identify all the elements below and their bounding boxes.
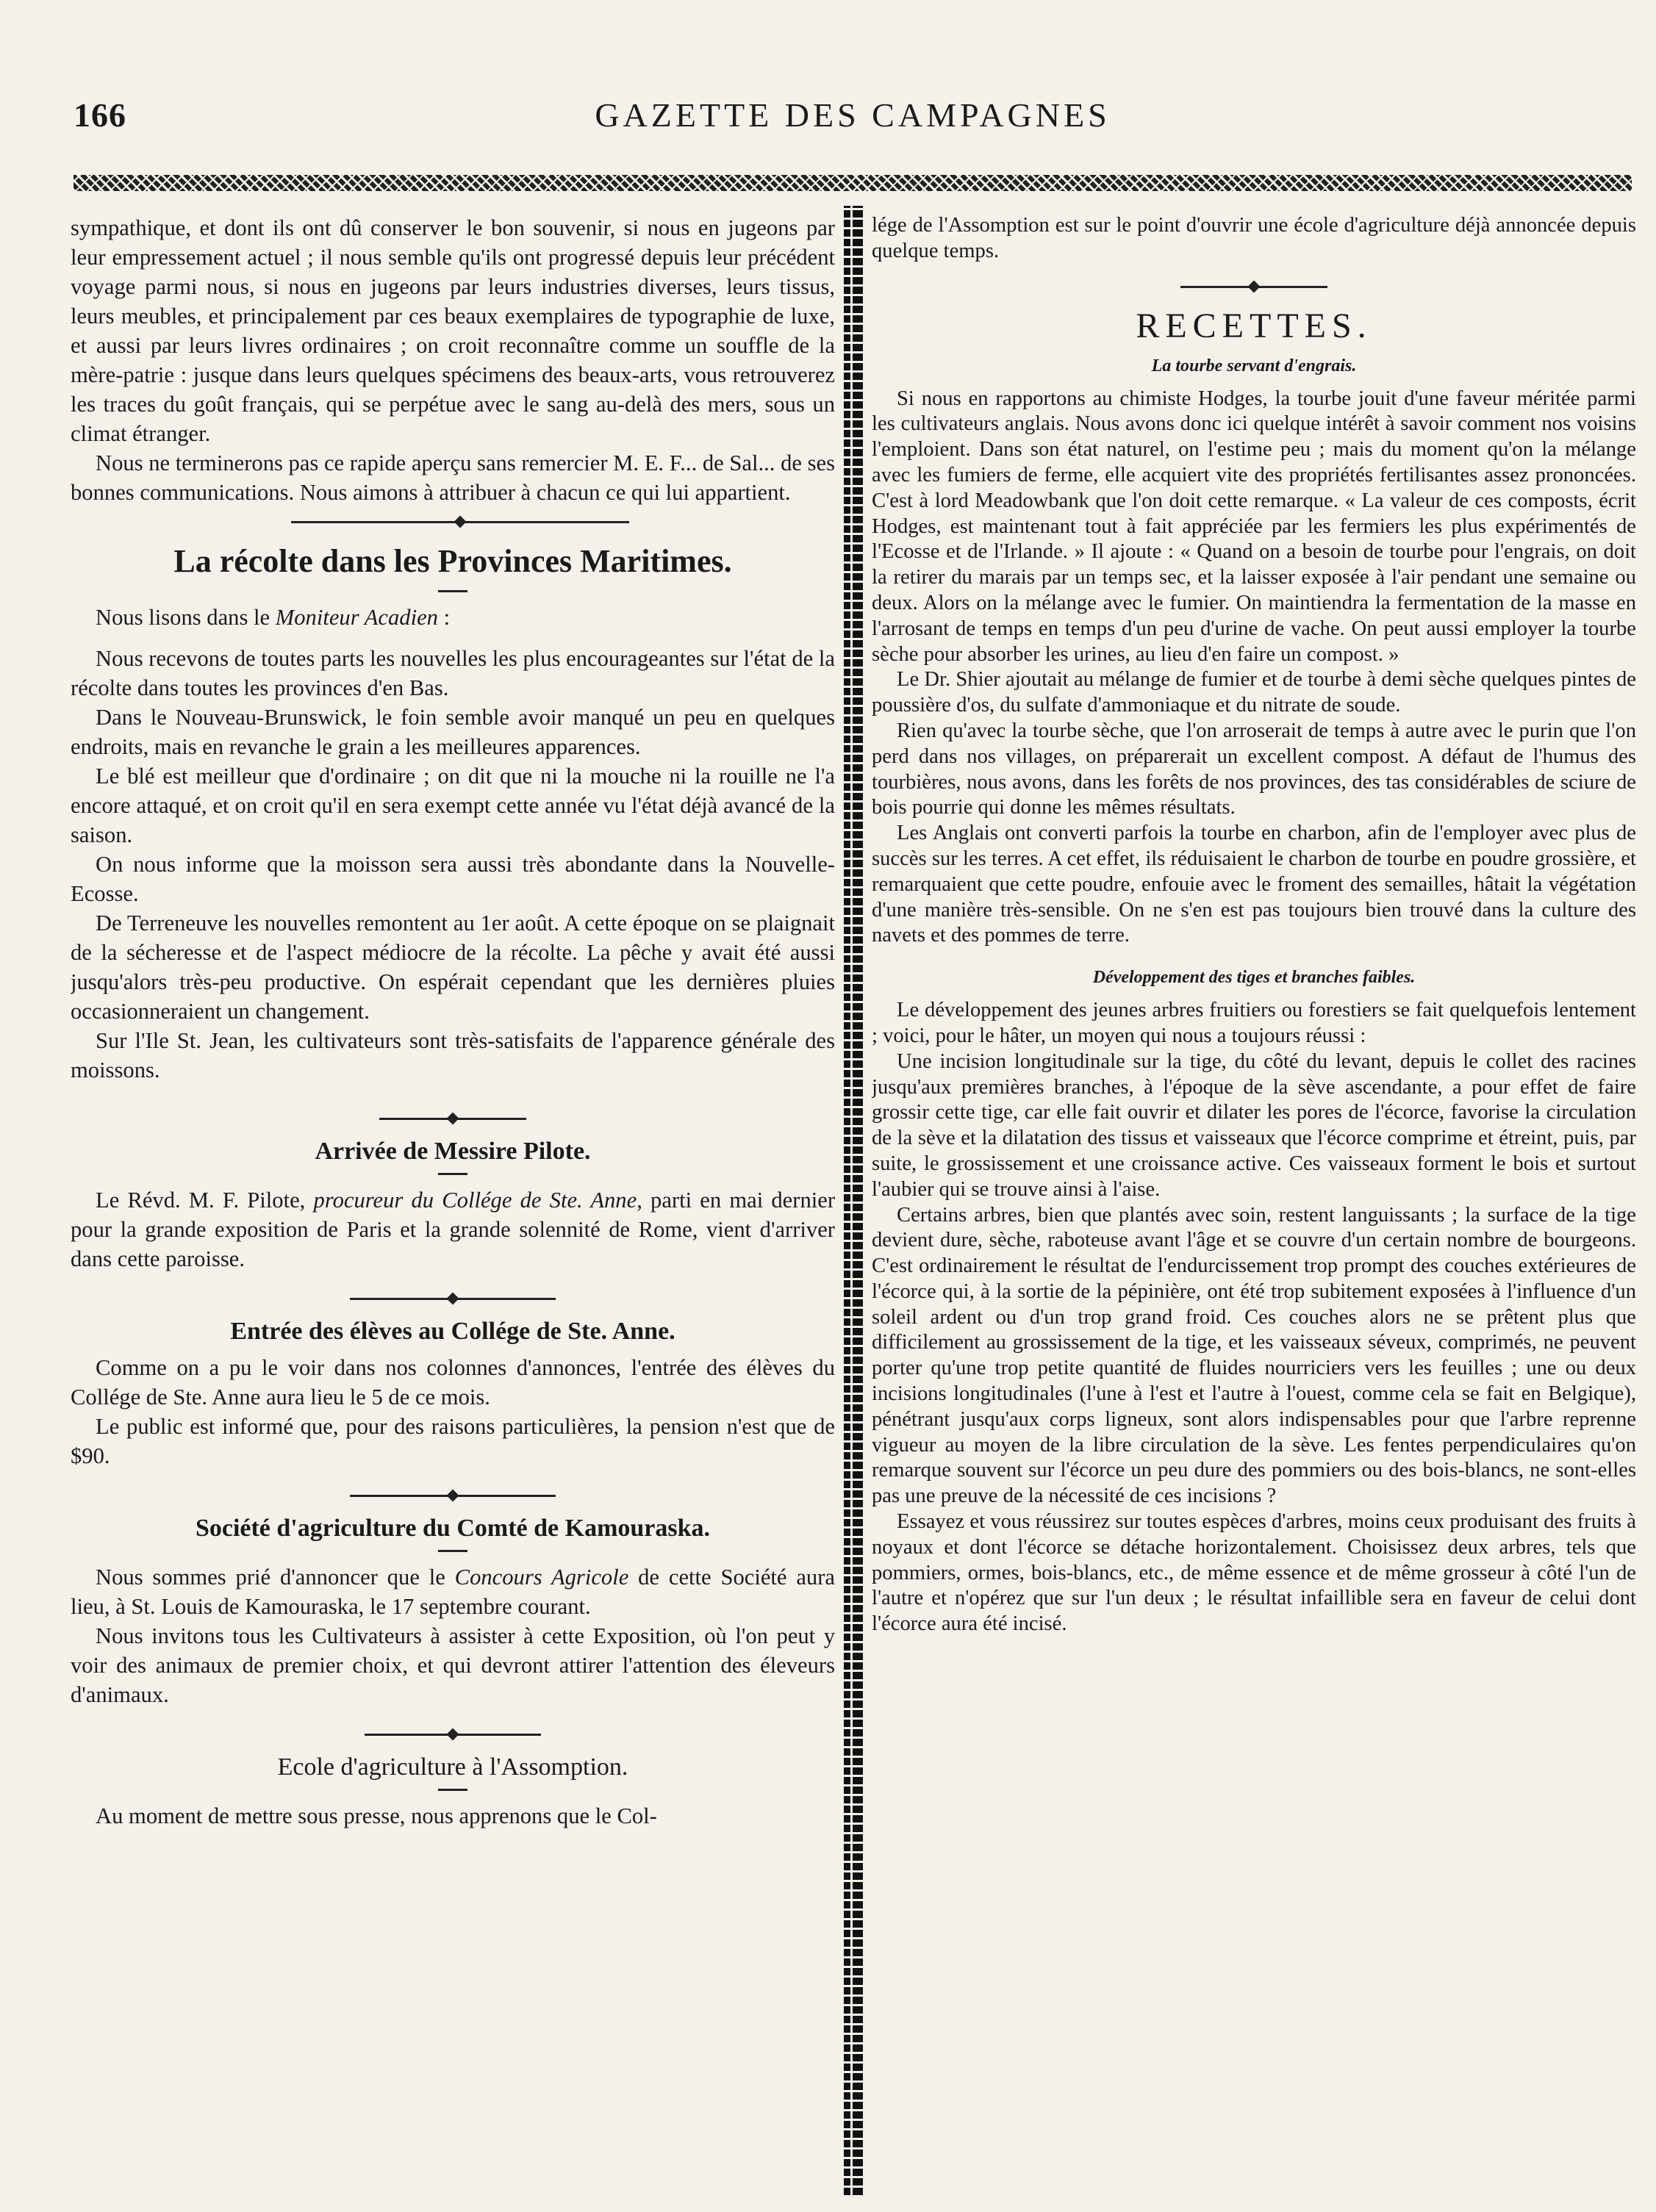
ecole-paragraph: Au moment de mettre sous presse, nous apprenons que le Col- <box>96 1803 657 1828</box>
left-column <box>71 213 835 2197</box>
title-dash <box>438 1789 467 1791</box>
recolte-paragraph: Le blé est meilleur que d'ordinaire ; on dit que ni la mouche ni la rouille ne l'a encore attaqué, et on croit qu'il en sera exempt cette année vu l'état déjà avancé de la saison. <box>71 764 835 847</box>
article-closing-paragraph: Nous ne terminerons pas ce rapide aperçu sans remercier M. E. F... de Sal... de ses bonnes communications. Nous aimons à attribuer à chacun ce qui lui appartient. <box>71 450 835 505</box>
recette-paragraph: Le Dr. Shier ajoutait au mélange de fumier et de tourbe à demi sèche quelques pintes de poussière d'os, du sulfate d'ammoniaque et du nitrate de soude. <box>872 668 1636 717</box>
title-dash <box>438 1173 467 1175</box>
recette-paragraph: Si nous en rapportons au chimiste Hodges, la tourbe jouit d'une faveur méritée parmi les cultivateurs anglais. Nous avons donc ici quelque intérêt à savoir comment nos voisins l'emploient. Dans son état naturel, on l'estime peu ; mais du moment qu'on la mélange avec les fumiers de ferme, elle acquiert vite des propriétés fertilisantes assez prononcées. C'est à lord Meadowbank que l'on doit cette remarque. « La valeur de ces composts, écrit Hodges, est maintenant tout à fait appréciée par les fermiers les plus expérimentés de l'Ecosse et de l'Irlande. » Il ajoute : « Quand on a besoin de tourbe pour l'engrais, on doit la retirer du marais par un temps sec, et la laisser exposée à l'air pendant une semaine ou deux. Alors on la mélange avec le fumier. On maintiendra la fermentation de la masse en l'arrosant de temps en temps d'un peu d'urine de vache. On peut aussi employer la tourbe sèche pour absorber les urines, au lieu d'en faire un compost. » <box>872 387 1636 666</box>
recolte-paragraph: Sur l'Ile St. Jean, les cultivateurs sont très-satisfaits de l'apparence générale des moissons. <box>71 1028 835 1082</box>
societe-paragraph: Nous invitons tous les Cultivateurs à assister à cette Exposition, où l'on peut y voir des animaux de premier choix, et qui devront attirer l'attention des éleveurs d'animaux. <box>71 1623 835 1707</box>
entree-paragraph: Comme on a pu le voir dans nos colonnes d'annonces, l'entrée des élèves du Collége de Ste. Anne aura lieu le 5 de ce mois. <box>71 1355 835 1410</box>
section-title-recolte: La récolte dans les Provinces Maritimes. <box>173 543 732 579</box>
recette-paragraph: Une incision longitudinale sur la tige, du côté du levant, depuis le collet des racines jusqu'aux premières branches, à l'époque de la sève ascendante, a pour effet de faire grossir cette tige, car elle fait ouvrir et dilater les pores de l'écorce, favorise la circulation de la sève et la dilatation des tissus et vaisseaux que l'écorce comprime et étreint, puis, par suite, le grossissement et une croissance active. Ces vaisseaux forment le bois et surtout l'aubier qui se trouve ainsi à l'aise. <box>872 1049 1636 1201</box>
section-title-pilote: Arrivée de Messire Pilote. <box>315 1138 591 1165</box>
page-header <box>74 96 1632 154</box>
pilote-text-end: , parti en mai dernier pour la grande exposition de Paris et la grande solennité de Rome, vient d'arriver dans cette paroisse. <box>71 1188 835 1271</box>
recette-paragraph: Certains arbres, bien que plantés avec soin, restent languissants ; la surface de la tige devient dure, sèche, raboteuse avant l'âge et se couvre d'un certain nombre de bourgeons. C'est ordinairement le résultat de l'endurcissement trop prompt des couches extérieures de l'écorce qui, à la sortie de la pépinière, ont été trop subitement exposées à l'influence d'un soleil ardent ou d'un trop grand froid. Ces couches alors ne se prêtent plus que difficilement au grossissement de la tige, et les vaisseaux séveux, comprimés, ne peuvent porter qu'une trop petite quantité de fluides nourriciers vers les feuilles ; une ou deux incisions longitudinales (l'une à l'est et l'autre à l'ouest, comme cela se fait en Belgique), pénétrant jusqu'aux corps ligneux, sont alors indispensables pour que l'arbre reprenne vigueur au moyen de la libre circulation de la sève. Les fentes perpendiculaires qu'on remarque souvent sur l'écorce un peu dure des pommiers ou des bois-blancs, ne sont-elles pas une preuve de la nécessité de ces incisions ? <box>872 1203 1636 1508</box>
intro-source: Moniteur Acadien <box>275 605 438 630</box>
subtitle-tourbe: La tourbe servant d'engrais. <box>1151 356 1357 376</box>
societe-text-end: de cette Société aura lieu, à St. Louis de Kamouraska, le 17 septembre courant. <box>71 1565 835 1619</box>
intro-text: Nous lisons dans le <box>96 605 276 630</box>
recolte-paragraph: Nous recevons de toutes parts les nouvelles les plus encourageantes sur l'état de la récolte dans toutes les provinces d'en Bas. <box>71 646 835 700</box>
entree-paragraph: Le public est informé que, pour des raisons particulières, la pension n'est que de $90. <box>71 1414 835 1468</box>
title-dash <box>438 590 467 592</box>
ecole-continuation: lége de l'Assomption est sur le point d'ouvrir une école d'agriculture déjà annoncée depuis quelque temps. <box>872 214 1636 262</box>
recolte-intro <box>71 603 835 632</box>
section-rule <box>872 272 1636 301</box>
header-ornament-rule <box>74 175 1632 191</box>
pilote-role: procureur du Collége de Ste. Anne <box>313 1188 637 1213</box>
running-title: GAZETTE DES CAMPAGNES <box>595 96 1111 134</box>
pilote-text: Le Révd. M. F. Pilote, <box>96 1188 314 1213</box>
subtitle-developpement: Développement des tiges et branches faibles. <box>1092 968 1416 988</box>
section-rule <box>71 1481 835 1510</box>
recette-paragraph: Le développement des jeunes arbres fruitiers ou forestiers se fait quelquefois lentement ; voici, pour le hâter, un moyen qui nous a toujours réussi : <box>872 999 1636 1047</box>
recolte-paragraph: Dans le Nouveau-Brunswick, le foin semble avoir manqué un peu en quelques endroits, mais en revanche le grain a les meilleures apparences. <box>71 705 835 759</box>
section-rule <box>71 1720 835 1749</box>
intro-colon: : <box>437 605 451 630</box>
societe-text: Nous sommes prié d'annoncer que le <box>96 1565 455 1590</box>
section-title-ecole: Ecole d'agriculture à l'Assomption. <box>277 1753 628 1781</box>
column-divider-ornament <box>844 206 863 2197</box>
section-title-entree: Entrée des élèves au Collége de Ste. Anne. <box>230 1318 675 1345</box>
societe-paragraph <box>71 1562 835 1621</box>
recette-paragraph: Essayez et vous réussirez sur toutes espèces d'arbres, moins ceux produisant des fruits à noyaux et dont l'écorce se détache horizontalement. Choisissez deux arbres, tels que pommiers, ormes, bois-blancs, etc., de même essence et de même grosseur à côté l'un de l'autre et n'opérez que sur l'un deux ; le résultat infaillible sera en faveur de celui dont l'écorce aura été incisé. <box>872 1510 1636 1636</box>
page-number: 166 <box>74 96 126 134</box>
recette-paragraph: Les Anglais ont converti parfois la tourbe en charbon, afin de l'employer avec plus de succès sur les terres. A cet effet, ils réduisaient le charbon de tourbe en poudre grossière, et remarquaient que cette poudre, enfouie avec le froment des semailles, hâtait la végétation d'une manière très-sensible. On ne s'en est pas toujours bien trouvé dans la culture des navets et des pommes de terre. <box>872 822 1636 947</box>
recette-paragraph: Rien qu'avec la tourbe sèche, que l'on arroserait de temps à autre avec le purin que l'on perd dans nos villages, on préparerait un excellent compost. A défaut de l'humus des tourbières, nous avons, dans les forêts de nos provinces, des tas considérables de sciure de bois pourrie qui donne les mêmes résultats. <box>872 719 1636 819</box>
pilote-paragraph <box>71 1185 835 1274</box>
right-column <box>872 213 1636 2197</box>
article-continuation: sympathique, et dont ils ont dû conserver le bon souvenir, si nous en jugeons par leur empressement actuel ; il nous semble qu'ils ont progressé depuis leur précédent voyage parmi nous, si nous en jugeons par leurs industries diverses, leurs tissus, leurs meubles, et principalement par ces beaux exemplaires de typographie de luxe, et aussi par leurs livres ordinaires ; on croit reconnaître comme un souffle de la mère-patrie : jusque dans leurs quelques spécimens des beaux-arts, vous retrouverez les traces du goût français, qui se perpétue avec le sang au-delà des mers, sous un climat étranger. <box>71 215 835 446</box>
section-rule <box>71 507 835 536</box>
recolte-paragraph: De Terreneuve les nouvelles remontent au 1er août. A cette époque on se plaignait de la sécheresse et de l'aspect médiocre de la récolte. La pêche y avait été aussi jusqu'alors très-peu productive. On espérait cependant que les dernières pluies occasionneraient un changement. <box>71 911 835 1024</box>
section-title-recettes: RECETTES. <box>1136 306 1372 345</box>
section-rule <box>71 1284 835 1313</box>
section-rule <box>71 1104 835 1133</box>
section-title-societe: Société d'agriculture du Comté de Kamouraska. <box>195 1515 711 1542</box>
recolte-paragraph: On nous informe que la moisson sera aussi très abondante dans la Nouvelle-Ecosse. <box>71 852 835 906</box>
title-dash <box>438 1550 467 1552</box>
concours-name: Concours Agricole <box>454 1565 629 1590</box>
